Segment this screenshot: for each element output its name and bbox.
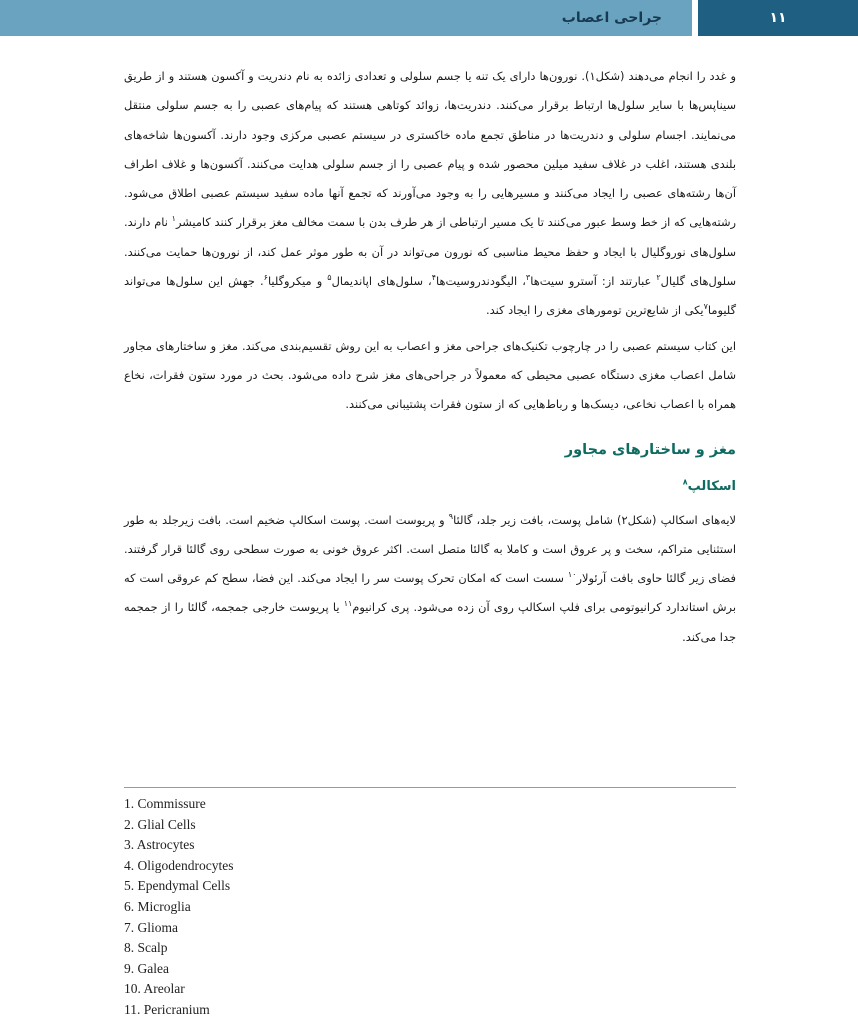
footnote-ref: ۴ xyxy=(431,273,437,283)
footnote-divider xyxy=(124,787,736,788)
footnotes xyxy=(124,794,524,1021)
text-run: یا پریوست خارجی جمجمه، گالئا را از جمجمه جدا می‌کند. xyxy=(124,600,736,644)
footnote-ref: ۸ xyxy=(682,477,688,487)
main-content xyxy=(124,62,736,652)
sub-heading-text: اسکالپ xyxy=(687,478,736,494)
footnote-item: 2. Glial Cells xyxy=(124,816,196,832)
footnote-ref: ۵ xyxy=(327,273,332,283)
page-number: ۱۱ xyxy=(698,0,858,36)
body-paragraph-2: این کتاب سیستم عصبی را در چارچوب تکنیک‌های جراحی مغز و اعصاب به این روش تقسیم‌بندی می‌کند. مغز و ساختارهای مجاور شامل اعصاب مغزی دستگاه عصبی محیطی که معمولاً در جراحی‌های مغز شرح داده می‌شود. بحث در مورد ستون فقرات، نخاع همراه با اعصاب نخاعی، دیسک‌ها و رباط‌هایی که از ستون فقرات پشتیبانی می‌کنند. xyxy=(124,338,736,412)
footnote-ref: ۶ xyxy=(263,273,268,283)
chapter-title: جراحی اعصاب xyxy=(561,10,662,26)
footnote-item: 7. Glioma xyxy=(124,919,178,935)
section-heading: مغز و ساختارهای مجاور xyxy=(564,441,736,458)
body-paragraph-3 xyxy=(124,506,736,652)
footnote-ref: ۱۱ xyxy=(343,599,353,609)
footnote-item: 5. Ependymal Cells xyxy=(124,878,231,894)
text-run: و غدد را انجام می‌دهند (شکل۱). نورون‌ها دارای یک تنه یا جسم سلولی و تعدادی زائده به نام دندریت و آکسون هستند و از طریق سیناپس‌ها با سایر سلول‌ها ارتباط برقرار می‌کنند. دندریت‌ها، زوائد کوتاهی هستند که پیام‌های عصبی را به جسم سلولی منتقل می‌نمایند. اجسام سلولی و دندریت‌ها در مناطق تجمع ماده خاکستری در سیستم عصبی مرکزی وجود دارند. آکسون‌ها شاخه‌های بلندی هستند، اغلب در غلاف سفید میلین محصور شده و پیام عصبی را از جسم سلولی هدایت می‌کنند. آکسون‌ها و غلاف اطراف آن‌ها رشته‌های عصبی را ایجاد می‌کنند و مسیرهایی را به وجود می‌آورند که تجمع آنها ماده سفید سیستم عصبی اطلاق می‌شود. رشته‌هایی که از خط وسط عبور می‌کنند تا یک مسیر ارتباطی از هر طرف بدن با سمت مخالف مغز برقرار کنند کامیشر xyxy=(124,69,736,230)
footnote-ref: ۷ xyxy=(703,302,708,312)
footnote-ref: ۳ xyxy=(525,273,531,283)
text-run: و پریوست است. پوست اسکالپ ضخیم است. بافت زیرجلد به طور استثنایی متراکم، سخت و پر عروق است و کاملا به گالئا متصل است. اکثر عروق خونی به صورت سطحی روی گالئا قرار گرفتند. فضای زیر گالئا حاوی بافت آرئولار xyxy=(124,512,736,586)
text-run: عبارتند از: آسترو سیت‌ها xyxy=(530,274,657,289)
body-paragraph-1 xyxy=(124,62,736,326)
footnote-item: 4. Oligodendrocytes xyxy=(124,857,234,873)
text-run: لایه‌های اسکالپ (شکل۲) شامل پوست، بافت زیر جلد، گالئا xyxy=(453,512,736,527)
footnote-ref: ۲ xyxy=(656,273,661,283)
text-run: . جهش این سلول‌ها می‌تواند گلیوما xyxy=(124,274,736,318)
footnote-ref: ۱۰ xyxy=(567,570,577,580)
text-run: نام دارند. سلول‌های نوروگلیال با ایجاد و حفظ محیط مناسبی که نورون می‌تواند در آن به طور موثر عمل کند، از نورون‌ها حمایت می‌کنند. سلول‌های گلیال xyxy=(124,215,736,289)
footnote-item: 1. Commissure xyxy=(124,796,206,811)
text-run: ، الیگودندروسیت‌ها xyxy=(436,274,526,289)
sub-heading xyxy=(124,468,736,506)
text-run: ، سلول‌های اپاندیمال xyxy=(331,274,432,289)
text-run: سست است که امکان تحرک پوست سر را ایجاد می‌کند. این فضا، سطح کم عروقی است که برش استاندارد کرانیوتومی برای فلپ اسکالپ روی آن زده می‌شود. پری کرانیوم xyxy=(124,571,736,615)
footnote-item: 10. Areolar xyxy=(124,981,185,997)
footnote-item: 8. Scalp xyxy=(124,940,168,956)
footnote-ref: ۱ xyxy=(171,214,176,224)
text-run: یکی از شایع‌ترین تومورهای مغزی را ایجاد کند. xyxy=(486,303,704,318)
footnote-ref: ۹ xyxy=(448,511,454,521)
text-run: و میکروگلیا xyxy=(267,274,328,289)
footnote-item: 3. Astrocytes xyxy=(124,837,195,853)
footnote-item: 6. Microglia xyxy=(124,898,191,914)
footnote-item: 9. Galea xyxy=(124,960,169,976)
footnote-item: 11. Pericranium xyxy=(124,1001,210,1017)
